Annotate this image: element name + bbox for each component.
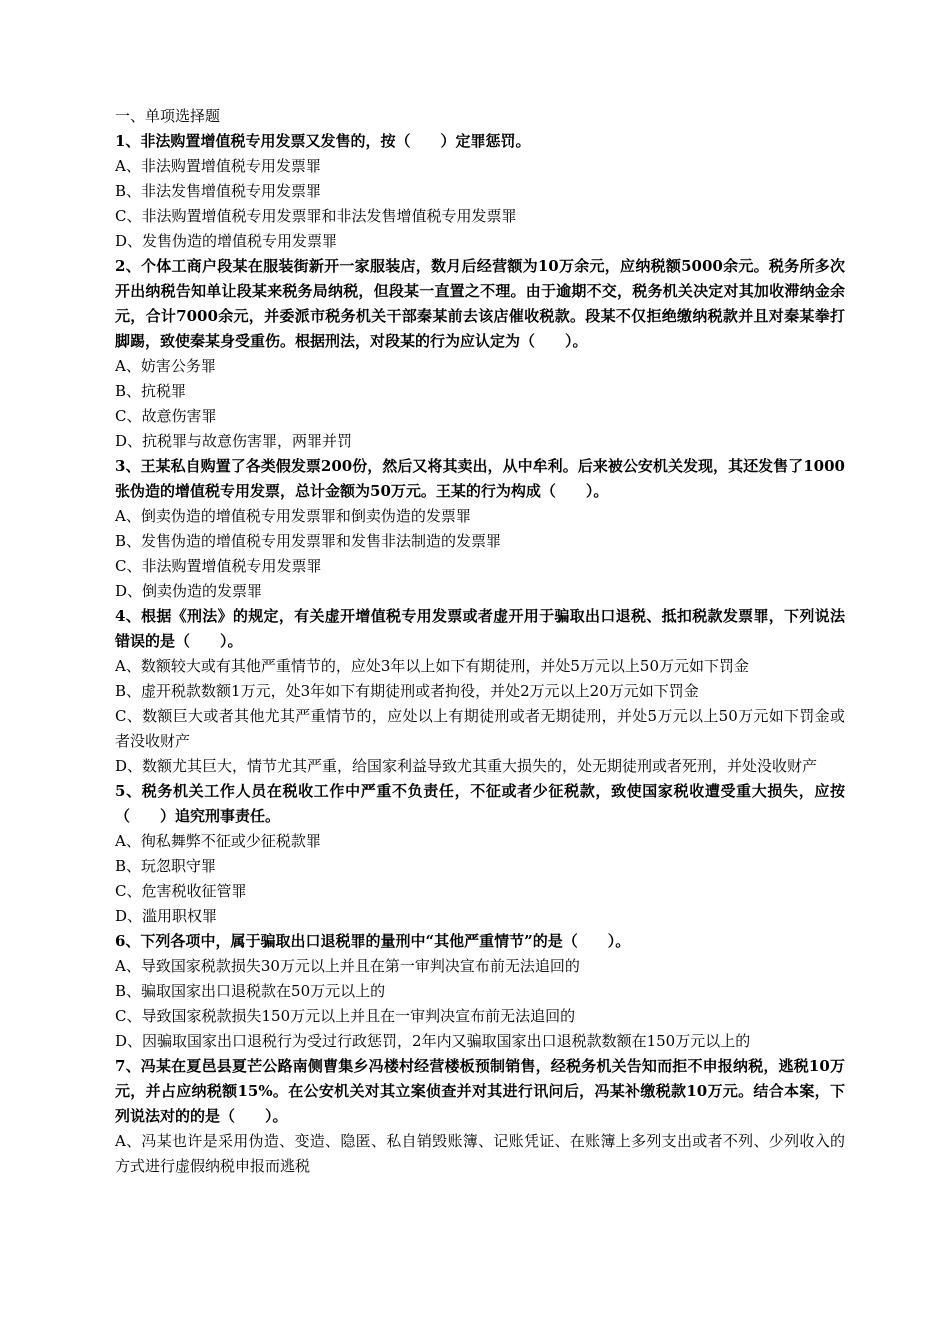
- option-c: C、危害税收征管罪: [115, 882, 247, 900]
- option-b: B、虚开税款数额1万元，处3年如下有期徒刑或者拘役，并处2万元以上20万元如下罚金: [115, 682, 699, 700]
- question-5: [115, 779, 845, 929]
- question-7: [115, 1054, 845, 1179]
- question-stem: 6、下列各项中，属于骗取出口退税罪的量刑中“其他严重情节”的是（ ）。: [115, 932, 631, 950]
- option-a: A、非法购置增值税专用发票罪: [115, 157, 321, 175]
- question-2: [115, 254, 845, 454]
- option-d: D、发售伪造的增值税专用发票罪: [115, 232, 338, 250]
- question-1: [115, 129, 845, 254]
- question-4: [115, 604, 845, 779]
- option-b: B、骗取国家出口退税款在50万元以上的: [115, 982, 386, 1000]
- option-b: B、非法发售增值税专用发票罪: [115, 182, 322, 200]
- question-stem: 1、非法购置增值税专用发票又发售的，按（ ）定罪惩罚。: [115, 132, 531, 150]
- option-c: C、数额巨大或者其他尤其严重情节的，应处以上有期徒刑或者无期徒刑，并处5万元以上50万元如下罚金或者没收财产: [115, 707, 845, 750]
- question-stem: 4、根据《刑法》的规定，有关虚开增值税专用发票或者虚开用于骗取出口退税、抵扣税款发票罪，下列说法错误的是（ ）。: [115, 607, 845, 650]
- question-stem: 3、王某私自购置了各类假发票200份，然后又将其卖出，从中牟利。后来被公安机关发现，其还发售了1000张伪造的增值税专用发票，总计金额为50万元。王某的行为构成（ ）。: [115, 457, 845, 500]
- question-stem: 2、个体工商户段某在服装街新开一家服装店，数月后经营额为10万余元，应纳税额5000余元。税务所多次开出纳税告知单让段某来税务局纳税，但段某一直置之不理。由于逾期不交，税务机关决定对其加收滞纳金余元，合计7000余元，并委派市税务机关干部秦某前去该店催收税款。段某不仅拒绝缴纳税款并且对秦某拳打脚踢，致使秦某身受重伤。根据刑法，对段某的行为应认定为（ ）。: [115, 257, 845, 350]
- option-c: C、非法购置增值税专用发票罪和非法发售增值税专用发票罪: [115, 207, 517, 225]
- question-6: [115, 929, 845, 1054]
- option-b: B、发售伪造的增值税专用发票罪和发售非法制造的发票罪: [115, 532, 502, 550]
- option-a: A、妨害公务罪: [115, 357, 216, 375]
- option-c: C、非法购置增值税专用发票罪: [115, 557, 322, 575]
- option-d: D、倒卖伪造的发票罪: [115, 582, 263, 600]
- option-a: A、导致国家税款损失30万元以上并且在第一审判决宣布前无法追回的: [115, 957, 580, 975]
- document-page: [115, 104, 845, 1179]
- question-stem: 5、税务机关工作人员在税收工作中严重不负责任，不征或者少征税款，致使国家税收遭受重大损失，应按（ ）追究刑事责任。: [115, 782, 845, 825]
- question-stem: 7、冯某在夏邑县夏芒公路南侧曹集乡冯楼村经营楼板预制销售，经税务机关告知而拒不申报纳税，逃税10万元，并占应纳税额15%。在公安机关对其立案侦查并对其进行讯问后，冯某补缴税款10万元。结合本案，下列说法对的的是（ ）。: [115, 1057, 845, 1125]
- option-a: A、数额较大或有其他严重情节的，应处3年以上如下有期徒刑，并处5万元以上50万元如下罚金: [115, 657, 750, 675]
- option-a: A、冯某也许是采用伪造、变造、隐匿、私自销毁账簿、记账凭证、在账簿上多列支出或者不列、少列收入的方式进行虚假纳税申报而逃税: [115, 1132, 845, 1175]
- option-a: A、徇私舞弊不征或少征税款罪: [115, 832, 321, 850]
- option-b: B、抗税罪: [115, 382, 187, 400]
- section-title: 一、单项选择题: [115, 107, 221, 125]
- option-a: A、倒卖伪造的增值税专用发票罪和倒卖伪造的发票罪: [115, 507, 471, 525]
- option-d: D、抗税罪与故意伤害罪，两罪并罚: [115, 432, 353, 450]
- option-b: B、玩忽职守罪: [115, 857, 217, 875]
- option-d: D、因骗取国家出口退税行为受过行政惩罚，2年内又骗取国家出口退税款数额在150万元以上的: [115, 1032, 751, 1050]
- option-c: C、故意伤害罪: [115, 407, 217, 425]
- option-c: C、导致国家税款损失150万元以上并且在一审判决宣布前无法追回的: [115, 1007, 576, 1025]
- question-3: [115, 454, 845, 604]
- option-d: D、滥用职权罪: [115, 907, 218, 925]
- option-d: D、数额尤其巨大，情节尤其严重，给国家利益导致尤其重大损失的，处无期徒刑或者死刑，并处没收财产: [115, 757, 818, 775]
